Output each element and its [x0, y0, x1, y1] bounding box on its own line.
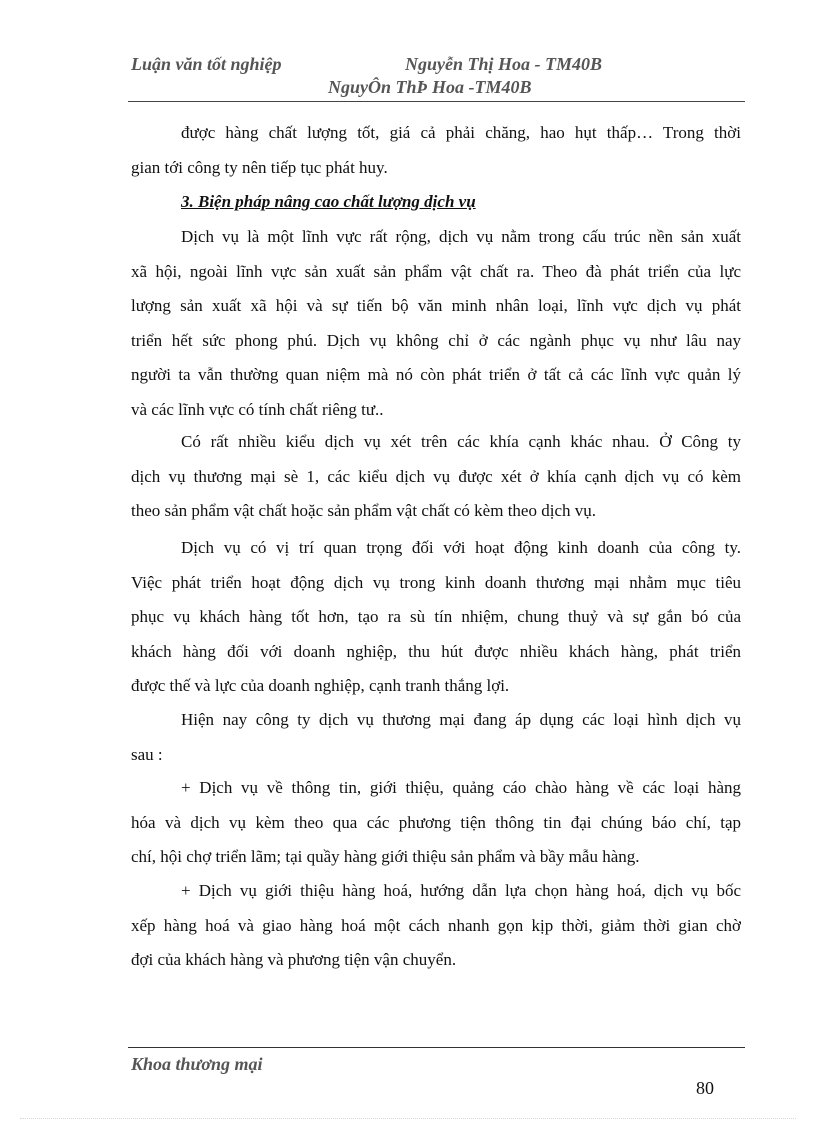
page-edge-divider — [20, 1118, 796, 1119]
text-line: phục vụ khách hàng tốt hơn, tạo ra sù tín nhiệm, chung thuỷ và sự gắn bó của — [131, 607, 741, 626]
text-line: Dịch vụ là một lĩnh vực rất rộng, dịch vụ nằm trong cấu trúc nền sản xuất — [181, 227, 741, 246]
text-line: + Dịch vụ giới thiệu hàng hoá, hướng dẫn lựa chọn hàng hoá, dịch vụ bốc — [181, 881, 741, 900]
text-line: Hiện nay công ty dịch vụ thương mại đang áp dụng các loại hình dịch vụ — [181, 710, 741, 729]
paragraph-continuation — [131, 116, 741, 185]
page-number: 80 — [696, 1078, 714, 1098]
header-divider — [128, 101, 745, 102]
text-line: xã hội, ngoài lĩnh vực sản xuất sản phẩm vật chất ra. Theo đà phát triển của lực — [131, 261, 741, 281]
text-line: người ta vẫn thường quan niệm mà nó còn phát triển ở tất cả các lĩnh vực quản lý — [131, 365, 741, 384]
paragraph-4 — [131, 703, 741, 772]
paragraph-5 — [131, 771, 741, 875]
footer-divider — [128, 1047, 745, 1048]
paragraph-2 — [131, 425, 741, 529]
text-line: triển hết sức phong phú. Dịch vụ không chỉ ở các ngành phục vụ như lâu nay — [131, 330, 741, 350]
footer-department: Khoa thương mại — [131, 1054, 263, 1074]
text-line: xếp hàng hoá và giao hàng hoá một cách nhanh gọn kịp thời, giảm thời gian chờ — [131, 915, 741, 935]
header-author: Nguyễn Thị Hoa - TM40B — [405, 54, 603, 74]
text-line: được hàng chất lượng tốt, giá cả phải chăng, hao hụt thấp… Trong thời — [181, 123, 741, 142]
header-thesis-label: Luận văn tốt nghiệp — [131, 54, 282, 74]
text-line: và các lĩnh vực có tính chất riêng tư.. — [131, 399, 384, 419]
text-line: lượng sản xuất xã hội và sự tiến bộ văn minh nhân loại, lĩnh vực dịch vụ phát — [131, 296, 741, 315]
text-line: Việc phát triển hoạt động dịch vụ trong kinh doanh thương mại nhằm mục tiêu — [131, 572, 741, 592]
text-line: theo sản phẩm vật chất hoặc sản phẩm vật chất có kèm theo dịch vụ. — [131, 501, 596, 520]
paragraph-1 — [131, 220, 741, 427]
header-author-garbled: NguyÔn ThÞ Hoa -TM40B — [328, 77, 532, 97]
section-heading: 3. Biện pháp nâng cao chất lượng dịch vụ — [181, 192, 476, 211]
text-line: sau : — [131, 744, 163, 764]
text-line: được thế và lực của doanh nghiệp, cạnh tranh thắng lợi. — [131, 676, 510, 695]
text-line: Có rất nhiều kiểu dịch vụ xét trên các khía cạnh khác nhau. Ở Công ty — [181, 432, 741, 451]
paragraph-3 — [131, 531, 741, 704]
paragraph-6 — [131, 874, 741, 978]
text-line: hóa và dịch vụ kèm theo qua các phương tiện thông tin đại chúng báo chí, tạp — [131, 812, 741, 832]
text-line: khách hàng đối với doanh nghiệp, thu hút được nhiều khách hàng, phát triển — [131, 641, 741, 661]
text-line: Dịch vụ có vị trí quan trọng đối với hoạt động kinh doanh của công ty. — [181, 538, 741, 557]
text-line: gian tới công ty nên tiếp tục phát huy. — [131, 157, 388, 177]
text-line: đợi của khách hàng và phương tiện vận chuyển. — [131, 950, 457, 969]
text-line: chí, hội chợ triển lãm; tại quầy hàng giới thiệu sản phẩm và bầy mẫu hàng. — [131, 847, 640, 866]
text-line: dịch vụ thương mại sè 1, các kiểu dịch vụ được xét ở khía cạnh dịch vụ có kèm — [131, 466, 741, 486]
text-line: + Dịch vụ về thông tin, giới thiệu, quảng cáo chào hàng về các loại hàng — [181, 778, 741, 797]
